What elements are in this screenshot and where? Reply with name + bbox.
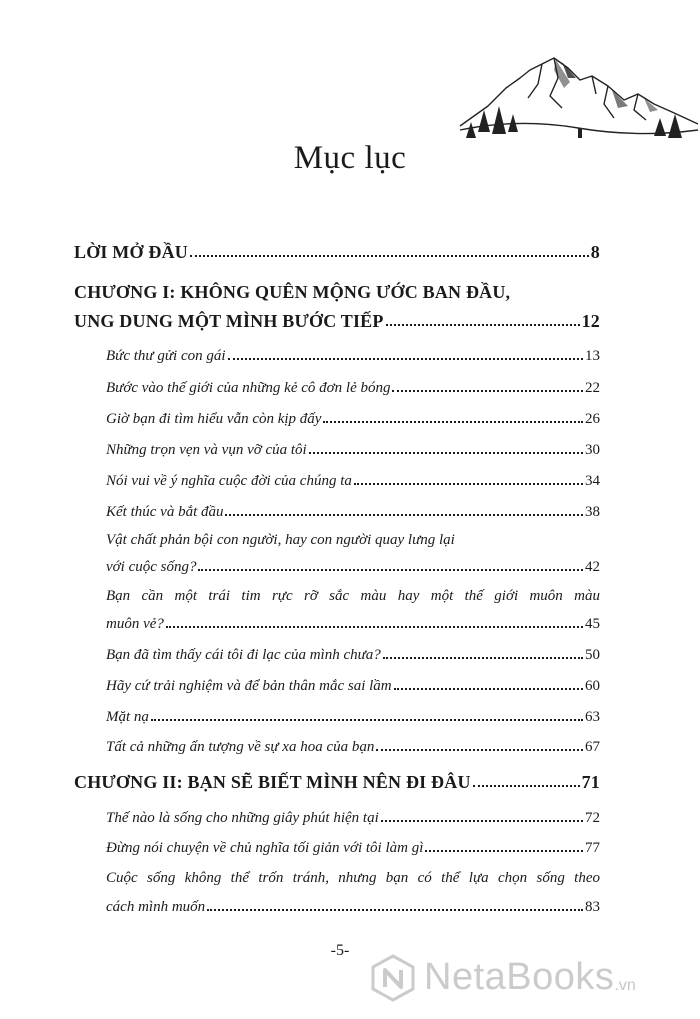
toc-entry-title: Thế nào là sống cho những giây phút hiện tại <box>106 810 379 826</box>
toc-entry-page: 12 <box>581 311 600 331</box>
page-number: -5- <box>330 942 350 959</box>
toc-entry-title: Những trọn vẹn và vụn vỡ của tôi <box>106 442 307 458</box>
toc-entry <box>106 841 600 856</box>
toc-entry <box>74 312 600 330</box>
netabooks-logo-icon <box>368 953 418 1003</box>
toc-entry-title: Bạn đã tìm thấy cái tôi đi lạc của mình chưa? <box>106 647 381 663</box>
toc-entry <box>74 243 600 261</box>
toc-entry-page: 45 <box>585 616 600 632</box>
toc-dot-leader <box>207 909 583 911</box>
toc-entry-title: Nói vui về ý nghĩa cuộc đời của chúng ta <box>106 473 352 489</box>
toc-dot-leader <box>354 483 583 485</box>
toc-entry-page: 26 <box>585 411 600 427</box>
toc-entry <box>106 679 600 694</box>
toc-entry-title: Tất cả những ấn tượng về sự xa hoa của bạn <box>106 739 375 755</box>
toc-entry <box>106 412 600 427</box>
toc-dot-leader <box>381 820 583 822</box>
toc-entry-title: Kết thúc và bắt đầu <box>106 504 224 520</box>
toc-entry-page: 42 <box>585 559 600 575</box>
toc-entry-page: 60 <box>585 678 600 694</box>
toc-entry <box>106 349 600 364</box>
toc-entry <box>106 648 600 663</box>
page-title: Mục lục <box>293 140 407 176</box>
toc-entry-title-line2: UNG DUNG MỘT MÌNH BƯỚC TIẾP <box>74 311 384 331</box>
toc-entry <box>106 811 600 826</box>
toc-dot-leader <box>190 255 589 257</box>
toc-dot-leader <box>376 749 583 751</box>
toc-dot-leader <box>151 719 583 721</box>
toc-dot-leader <box>166 626 583 628</box>
toc-dot-leader <box>386 324 580 326</box>
toc-entry-title-line1: Vật chất phản bội con người, hay con người quay lưng lại <box>106 532 455 548</box>
toc-entry-title-line2: muôn vẻ? <box>106 616 164 632</box>
toc-entry-page: 34 <box>585 473 600 489</box>
toc-entry <box>74 773 600 791</box>
toc-entry <box>106 381 600 396</box>
watermark-suffix: .vn <box>614 977 636 994</box>
toc-entry-page: 38 <box>585 504 600 520</box>
toc-entry-title-line1: Cuộc sống không thể trốn tránh, nhưng bạn có thể lựa chọn sống theo <box>106 870 600 886</box>
toc-dot-leader <box>425 850 583 852</box>
toc-entry-title: Bức thư gửi con gái <box>106 348 226 364</box>
toc-entry <box>106 900 600 915</box>
toc-entry <box>106 474 600 489</box>
toc-entry-page: 71 <box>581 772 600 792</box>
toc-dot-leader <box>392 390 583 392</box>
mountains-illustration-icon <box>458 48 700 143</box>
toc-dot-leader <box>228 358 583 360</box>
toc-entry-title: Đừng nói chuyện về chủ nghĩa tối giản với tôi làm gì <box>106 840 424 856</box>
toc-entry-title-line2: với cuộc sống? <box>106 559 197 575</box>
toc-dot-leader <box>383 657 583 659</box>
toc-entry <box>106 443 600 458</box>
toc-entry <box>106 505 600 520</box>
toc-entry-title-line2: cách mình muốn <box>106 899 206 915</box>
toc-entry-page: 83 <box>585 899 600 915</box>
toc-entry-title: Mặt nạ <box>106 709 149 725</box>
toc-dot-leader <box>394 688 583 690</box>
toc-entry-title: Giờ bạn đi tìm hiểu vẫn còn kịp đấy <box>106 411 322 427</box>
toc-dot-leader <box>225 514 583 516</box>
toc-entry-title: Hãy cứ trải nghiệm và để bản thân mắc sai lầm <box>106 678 392 694</box>
toc-entry-page: 67 <box>585 739 600 755</box>
toc-entry <box>106 560 600 575</box>
toc-dot-leader <box>323 421 583 423</box>
toc-entry <box>106 740 600 755</box>
toc-entry-page: 8 <box>590 242 600 262</box>
toc-entry <box>106 710 600 725</box>
toc-entry-title: LỜI MỞ ĐẦU <box>74 242 188 262</box>
toc-dot-leader <box>198 569 583 571</box>
toc-dot-leader <box>309 452 583 454</box>
toc-entry-title: CHƯƠNG II: BẠN SẼ BIẾT MÌNH NÊN ĐI ĐÂU <box>74 772 471 792</box>
toc-entry-page: 50 <box>585 647 600 663</box>
toc-entry-page: 77 <box>585 840 600 856</box>
toc-entry-title-line1: CHƯƠNG I: KHÔNG QUÊN MỘNG ƯỚC BAN ĐẦU, <box>74 282 511 302</box>
watermark <box>368 950 698 1005</box>
toc-dot-leader <box>473 785 580 787</box>
toc-entry-title: Bước vào thế giới của những kẻ cô đơn lẻ bóng <box>106 380 391 396</box>
toc-entry-page: 13 <box>585 348 600 364</box>
toc-entry-page: 22 <box>585 380 600 396</box>
toc-entry <box>106 617 600 632</box>
toc-entry-page: 63 <box>585 709 600 725</box>
toc-entry-page: 72 <box>585 810 600 826</box>
toc-entry-title-line1: Bạn cần một trái tim rực rỡ sắc màu hay một thế giới muôn màu <box>106 588 600 604</box>
watermark-brand: NetaBooks <box>424 956 615 998</box>
toc-entry-page: 30 <box>585 442 600 458</box>
